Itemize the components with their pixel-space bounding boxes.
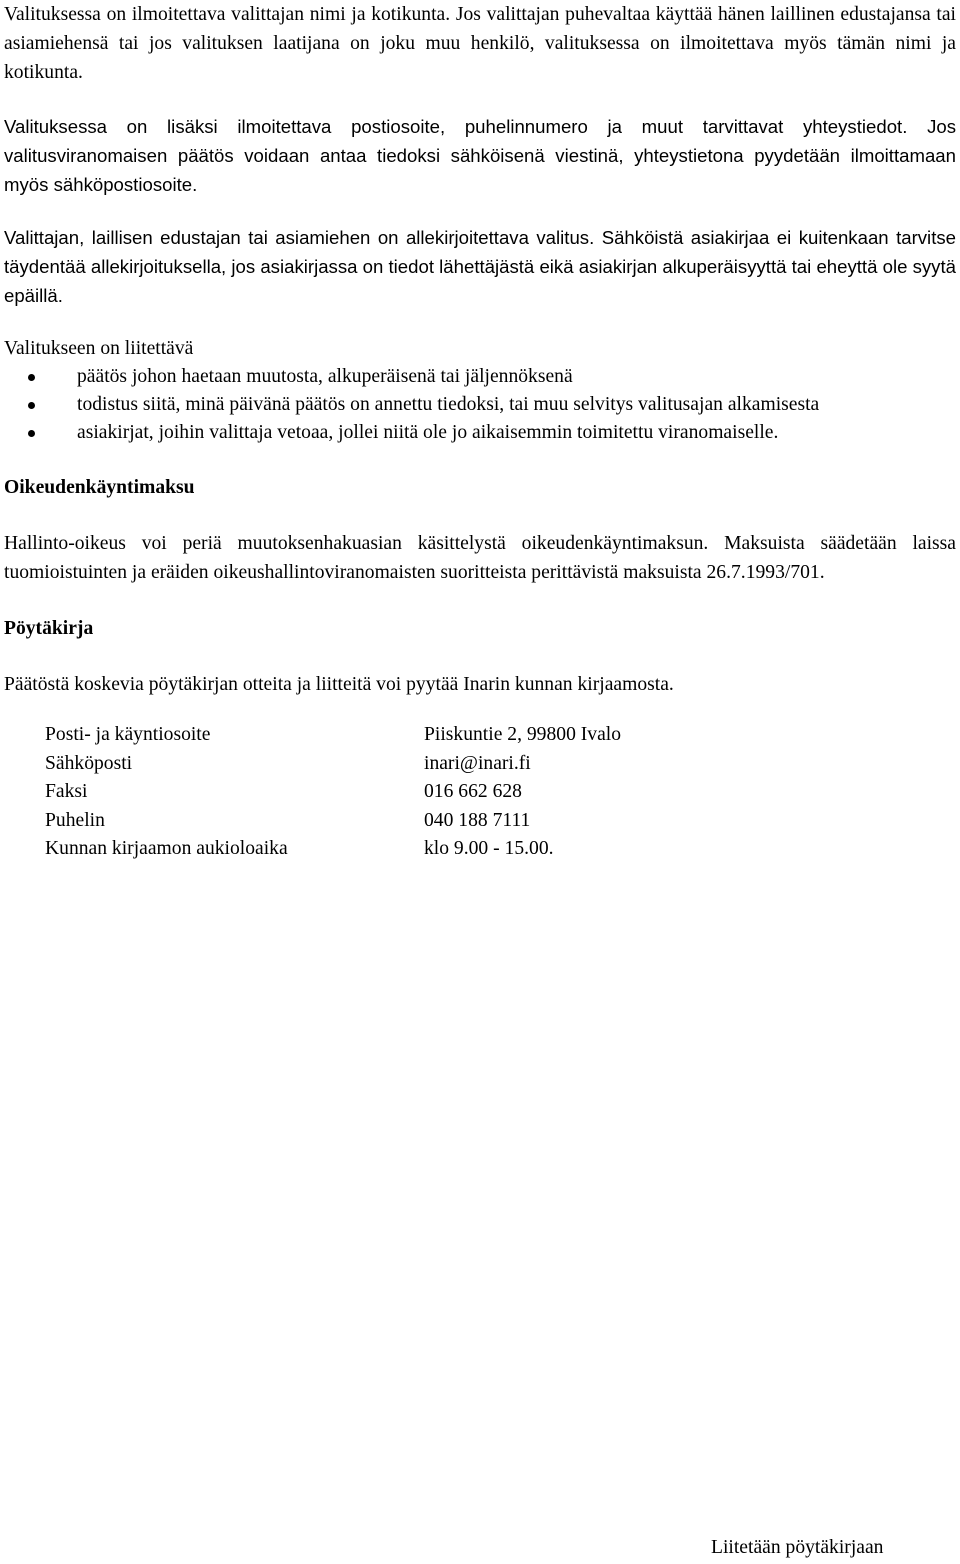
minutes-paragraph: Päätöstä koskevia pöytäkirjan otteita ja liitteitä voi pyytää Inarin kunnan kirjaamosta. xyxy=(4,674,674,695)
contact-info-paragraph: Valituksessa on lisäksi ilmoitettava postiosoite, puhelinnumero ja muut tarvittavat yhteystiedot. Jos valitusviranomaisen päätös voidaan antaa tiedoksi sähköisenä viestinä, yhteystietona pyydetään ilmoittamaan myös sähköpostiosoite. xyxy=(4,116,956,195)
fee-heading: Oikeudenkäyntimaksu xyxy=(4,477,195,498)
attachments-list xyxy=(4,363,956,447)
list-item-text: todistus siitä, minä päivänä päätös on annettu tiedoksi, tai muu selvitys valitusajan alkamisesta xyxy=(77,394,820,415)
list-item xyxy=(4,363,956,391)
signature-paragraph: Valittajan, laillisen edustajan tai asiamiehen on allekirjoitettava valitus. Sähköistä asiakirjaa ei kuitenkaan tarvitse täydentää allekirjoituksella, jos asiakirjassa on tiedot lähettäjästä eikä asiakirjan alkuperäisyyttä tai eheyttä ole syytä epäillä. xyxy=(4,227,956,306)
contact-value: inari@inari.fi xyxy=(424,752,531,774)
footer-note: Liitetään pöytäkirjaan xyxy=(711,1537,884,1558)
list-item-text: päätös johon haetaan muutosta, alkuperäisenä tai jäljennöksenä xyxy=(77,366,573,387)
minutes-heading: Pöytäkirja xyxy=(4,618,94,639)
bullet-icon xyxy=(28,430,35,437)
document-page xyxy=(4,0,956,864)
contact-label: Puhelin xyxy=(45,809,105,831)
attachments-intro: Valitukseen on liitettävä xyxy=(4,338,194,359)
contact-label: Sähköposti xyxy=(45,752,133,774)
list-item-text: asiakirjat, joihin valittaja vetoaa, jollei niitä ole jo aikaisemmin toimitettu viranomaiselle. xyxy=(77,422,779,443)
contact-label: Faksi xyxy=(45,781,88,802)
bullet-icon xyxy=(28,374,35,381)
contact-value: Piiskuntie 2, 99800 Ivalo xyxy=(424,724,622,745)
intro-paragraph: Valituksessa on ilmoitettava valittajan nimi ja kotikunta. Jos valittajan puhevaltaa käyttää hänen laillinen edustajansa tai asiamiehensä tai jos valituksen laatijana on joku muu henkilö, valituksessa on ilmoitettava myös tämän nimi ja kotikunta. xyxy=(4,4,956,83)
contact-label: Kunnan kirjaamon aukioloaika xyxy=(45,838,288,859)
bullet-icon xyxy=(28,402,35,409)
list-item xyxy=(4,419,956,447)
list-item xyxy=(4,391,956,419)
contact-value: 016 662 628 xyxy=(424,781,522,802)
table-row xyxy=(45,721,621,750)
fee-paragraph: Hallinto-oikeus voi periä muutoksenhakuasian käsittelystä oikeudenkäyntimaksun. Maksuista säädetään laissa tuomioistuinten ja eräiden oikeushallintoviranomaisten suoritteista perittävistä maksuista 26.7.1993/701. xyxy=(4,533,956,583)
contact-table xyxy=(45,721,621,864)
contact-value: klo 9.00 - 15.00. xyxy=(424,838,554,859)
contact-value: 040 188 7111 xyxy=(424,809,531,831)
table-row xyxy=(45,778,621,807)
contact-label: Posti- ja käyntiosoite xyxy=(45,724,211,745)
table-row xyxy=(45,835,621,864)
table-row xyxy=(45,807,621,836)
table-row xyxy=(45,750,621,779)
